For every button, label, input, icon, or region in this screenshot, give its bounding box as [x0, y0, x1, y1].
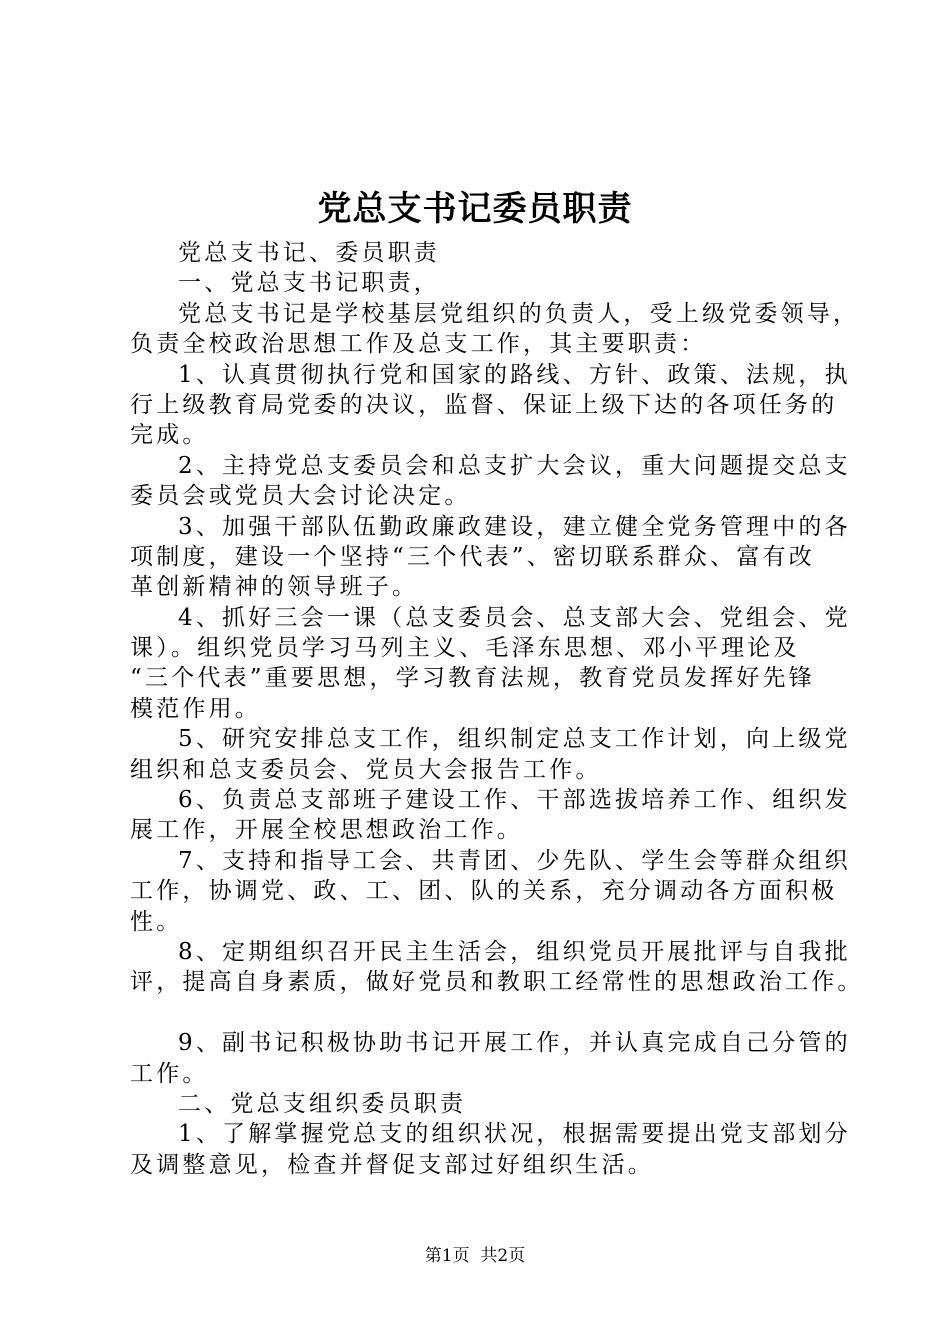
body-line: 5、研究安排总支工作，组织制定总支工作计划，向上级党 [178, 726, 851, 753]
body-line: 行上级教育局党委的决议，监督、保证上级下达的各项任务的 [130, 391, 838, 418]
body-line: 工作，协调党、政、工、团、队的关系，充分调动各方面积极 [130, 878, 838, 905]
body-line: 一、党总支书记职责， [178, 270, 440, 297]
body-line: 性。 [130, 908, 183, 935]
body-line: 模范作用。 [130, 695, 261, 722]
body-line: 负责全校政治思想工作及总支工作，其主要职责： [130, 331, 707, 358]
blank-line [130, 998, 845, 1028]
body-line: 项制度，建设一个坚持“三个代表”、密切联系群众、富有改 [130, 543, 815, 570]
body-line: 委员会或党员大会讨论决定。 [130, 483, 471, 510]
body-line: 7、支持和指导工会、共青团、少先队、学生会等群众组织 [178, 847, 851, 874]
body-line: 4、抓好三会一课（总支委员会、总支部大会、党组会、党 [178, 604, 851, 631]
body-line: 3、加强干部队伍勤政廉政建设，建立健全党务管理中的各 [178, 513, 851, 540]
body-line: 2、主持党总支委员会和总支扩大会议，重大问题提交总支 [178, 452, 851, 479]
body-line: 完成。 [130, 422, 209, 449]
document-body [130, 238, 864, 1180]
body-line: 组织和总支委员会、党员大会报告工作。 [130, 756, 602, 783]
body-line: 8、定期组织召开民主生活会，组织党员开展批评与自我批 [178, 938, 851, 965]
document-title: 党总支书记委员职责 [317, 189, 633, 229]
body-line: “三个代表”重要思想，学习教育法规，教育党员发挥好先锋 [130, 665, 815, 692]
body-line: 及调整意见，检查并督促支部过好组织生活。 [130, 1151, 654, 1178]
body-line: 党总支书记是学校基层党组织的负责人，受上级党委领导， [178, 300, 860, 327]
page-number-label: 第1页 共2页 [424, 1246, 526, 1266]
body-line: 革创新精神的领导班子。 [130, 574, 419, 601]
body-line: 6、负责总支部班子建设工作、干部选拔培养工作、组织发 [178, 787, 851, 814]
body-line: 1、认真贯彻执行党和国家的路线、方针、政策、法规，执 [178, 361, 851, 388]
body-line: 评，提高自身素质，做好党员和教职工经常性的思想政治工作。 [130, 969, 864, 996]
body-line: 工作。 [130, 1060, 209, 1087]
page-footer [0, 1244, 950, 1268]
body-line: 二、党总支组织委员职责 [178, 1090, 467, 1117]
body-line: 1、了解掌握党总支的组织状况，根据需要提出党支部划分 [178, 1121, 851, 1148]
body-line: 9、副书记积极协助书记开展工作，并认真完成自己分管的 [178, 1030, 851, 1057]
body-line: 展工作，开展全校思想政治工作。 [130, 817, 523, 844]
body-line: 党总支书记、委员职责 [178, 240, 440, 266]
body-line: 课）。组织党员学习马列主义、毛泽东思想、邓小平理论及 [130, 635, 800, 662]
